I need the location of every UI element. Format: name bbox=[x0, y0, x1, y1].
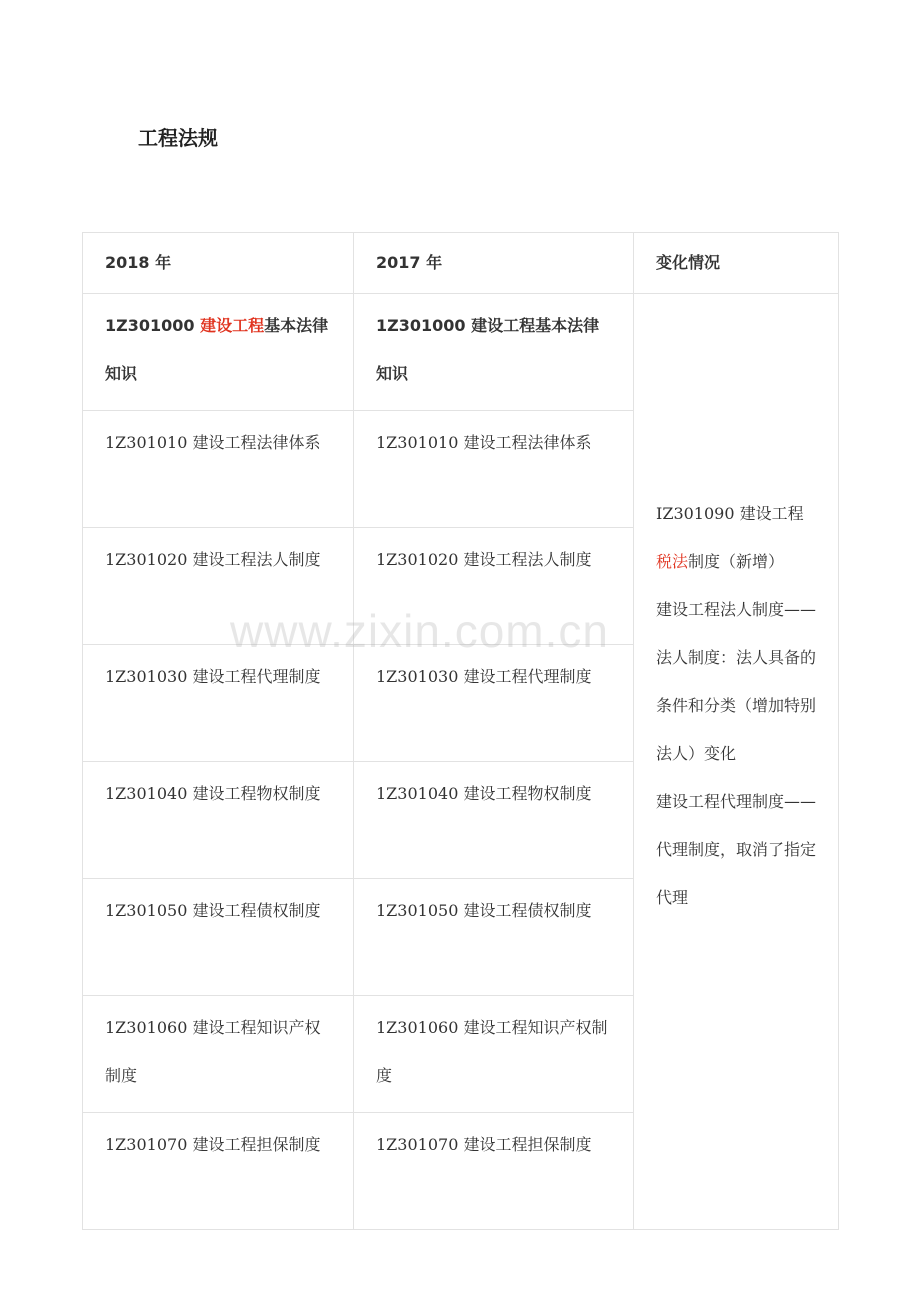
section-code: 1Z301070 bbox=[376, 1135, 459, 1154]
header-2018: 2018 年 bbox=[83, 233, 354, 294]
section-title: 建设工程物权制度 bbox=[192, 784, 321, 803]
section-title: 建设工程法律体系 bbox=[192, 433, 321, 452]
section-code: 1Z301000 bbox=[105, 316, 195, 335]
section-title: 建设工程担保制度 bbox=[463, 1135, 592, 1154]
change-note-1 bbox=[656, 490, 816, 586]
change-rest: 制度（新增） bbox=[688, 552, 785, 571]
section-code: 1Z301060 bbox=[376, 1018, 459, 1037]
watermark: www.zixin.com.cn bbox=[230, 605, 609, 657]
changes-cell bbox=[634, 294, 839, 1230]
page-title: 工程法规 bbox=[138, 126, 218, 150]
section-title: 建设工程物权制度 bbox=[463, 784, 592, 803]
section-code: 1Z301010 bbox=[376, 433, 459, 452]
section-title: 建设工程基本法律知识 bbox=[376, 316, 600, 383]
section-code: 1Z301030 bbox=[376, 667, 459, 686]
change-text: 建设工程 bbox=[739, 504, 804, 523]
cell-2017 bbox=[354, 645, 634, 762]
change-note-3: 建设工程代理制度——代理制度，取消了指定代理 bbox=[656, 792, 817, 907]
cell-2018 bbox=[83, 528, 354, 645]
cell-2017 bbox=[354, 528, 634, 645]
cell-2018 bbox=[83, 294, 354, 411]
section-code: 1Z301060 bbox=[105, 1018, 188, 1037]
cell-2018 bbox=[83, 996, 354, 1113]
section-title: 建设工程知识产权制度 bbox=[105, 1018, 321, 1085]
section-title: 建设工程法人制度 bbox=[463, 550, 592, 569]
change-note-2: 建设工程法人制度——法人制度：法人具备的条件和分类（增加特别法人）变化 bbox=[656, 600, 817, 763]
section-title: 建设工程代理制度 bbox=[192, 667, 321, 686]
cell-2017 bbox=[354, 879, 634, 996]
change-code: IZ301090 bbox=[656, 504, 735, 523]
section-title: 建设工程代理制度 bbox=[463, 667, 592, 686]
cell-2018 bbox=[83, 645, 354, 762]
section-code: 1Z301040 bbox=[105, 784, 188, 803]
section-title: 基本法律知识 bbox=[105, 316, 329, 383]
section-title: 建设工程法律体系 bbox=[463, 433, 592, 452]
cell-2018 bbox=[83, 762, 354, 879]
header-2017: 2017 年 bbox=[354, 233, 634, 294]
section-code: 1Z301020 bbox=[376, 550, 459, 569]
section-title: 建设工程担保制度 bbox=[192, 1135, 321, 1154]
cell-2018 bbox=[83, 411, 354, 528]
table-row bbox=[83, 294, 839, 411]
cell-2017 bbox=[354, 1113, 634, 1230]
cell-2017 bbox=[354, 996, 634, 1113]
cell-2017 bbox=[354, 762, 634, 879]
section-code: 1Z301000 bbox=[376, 316, 466, 335]
section-code: 1Z301070 bbox=[105, 1135, 188, 1154]
cell-2017 bbox=[354, 411, 634, 528]
section-code: 1Z301050 bbox=[376, 901, 459, 920]
section-title: 建设工程知识产权制度 bbox=[376, 1018, 608, 1085]
section-code: 1Z301050 bbox=[105, 901, 188, 920]
table-header-row bbox=[83, 233, 839, 294]
section-title: 建设工程债权制度 bbox=[192, 901, 321, 920]
change-highlight: 税法 bbox=[656, 552, 689, 571]
cell-2018 bbox=[83, 1113, 354, 1230]
section-code: 1Z301010 bbox=[105, 433, 188, 452]
cell-2017 bbox=[354, 294, 634, 411]
highlight-text: 建设工程 bbox=[200, 316, 265, 335]
section-code: 1Z301030 bbox=[105, 667, 188, 686]
comparison-table bbox=[82, 232, 839, 1230]
cell-2018 bbox=[83, 879, 354, 996]
header-changes: 变化情况 bbox=[634, 233, 839, 294]
section-title: 建设工程法人制度 bbox=[192, 550, 321, 569]
section-code: 1Z301020 bbox=[105, 550, 188, 569]
section-code: 1Z301040 bbox=[376, 784, 459, 803]
section-title: 建设工程债权制度 bbox=[463, 901, 592, 920]
